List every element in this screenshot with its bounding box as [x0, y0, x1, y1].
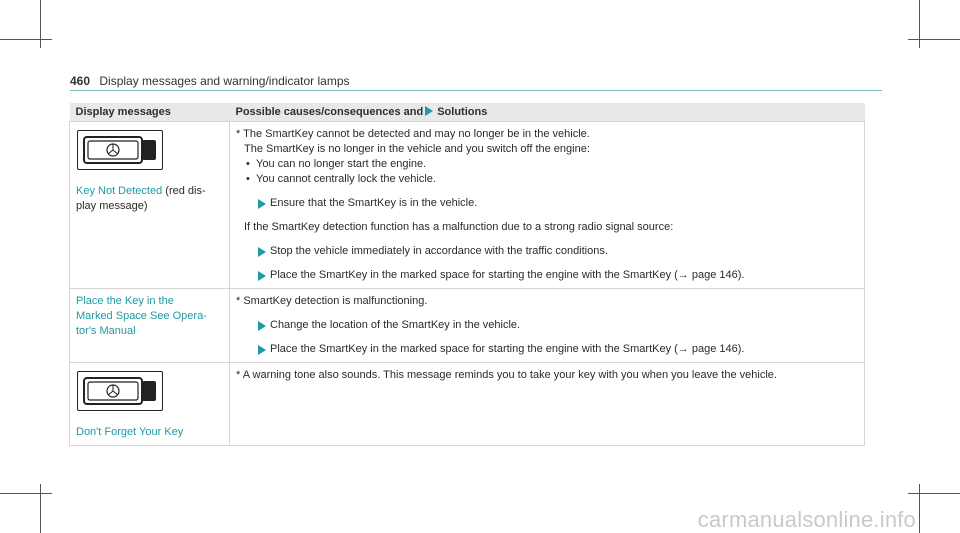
- table-row: [70, 363, 865, 446]
- action-text: Change the location of the SmartKey in the vehicle.: [270, 319, 521, 331]
- display-message-cell: [70, 363, 230, 446]
- table-row: [70, 122, 865, 289]
- arrow-icon: [258, 345, 266, 355]
- message-name: Place the Key in the: [76, 295, 174, 307]
- text-line: * The SmartKey cannot be detected and may no longer be in the vehicle.: [236, 128, 590, 140]
- arrow-icon: [258, 199, 266, 209]
- display-message-cell: [70, 289, 230, 363]
- crop-mark: [40, 0, 41, 48]
- display-message-cell: [70, 122, 230, 289]
- col-header-solutions-text: Solutions: [437, 106, 488, 118]
- message-name: Don't Forget Your Key: [76, 426, 184, 438]
- message-name: Marked Space See Opera-: [76, 310, 207, 322]
- crop-mark: [908, 493, 960, 494]
- action-text: Stop the vehicle immediately in accordance with the traffic conditions.: [270, 245, 608, 257]
- solution-cell: [230, 122, 865, 289]
- message-note-cont: play message): [76, 200, 148, 212]
- crop-mark: [0, 39, 52, 40]
- crop-mark: [0, 493, 52, 494]
- watermark: carmanualsonline.info: [697, 507, 916, 532]
- bullet-item: • You can no longer start the engine.: [236, 157, 858, 172]
- solution-cell: [230, 363, 865, 446]
- table-row: [70, 289, 865, 363]
- arrow-icon: [425, 106, 433, 116]
- crop-mark: [919, 0, 920, 48]
- action-text: Place the SmartKey in the marked space for starting the engine with the SmartKey (→ page 146).: [270, 343, 745, 355]
- arrow-icon: [258, 321, 266, 331]
- action-item: [236, 196, 858, 211]
- text-line: The SmartKey is no longer in the vehicle and you switch off the engine:: [244, 143, 590, 155]
- table-header-row: [70, 103, 865, 122]
- crop-mark: [919, 484, 920, 533]
- text-line: * SmartKey detection is malfunctioning.: [236, 295, 428, 307]
- col-header-causes-text: Possible causes/consequences and: [235, 106, 424, 118]
- action-item: [236, 318, 858, 333]
- page-header: [70, 74, 350, 88]
- text-line: * A warning tone also sounds. This message reminds you to take your key with you when you leave the vehicle.: [236, 369, 777, 381]
- messages-table: [69, 103, 865, 446]
- page-number: 460: [70, 74, 91, 88]
- header-rule: [70, 90, 882, 91]
- action-item: [236, 342, 858, 357]
- solution-cell: [230, 289, 865, 363]
- message-note: (red dis-: [165, 185, 206, 197]
- col-header-causes: [230, 103, 865, 122]
- action-text: Ensure that the SmartKey is in the vehicle.: [270, 197, 478, 209]
- bullet-item: • You cannot centrally lock the vehicle.: [236, 172, 858, 187]
- col-header-display-messages: Display messages: [70, 103, 230, 122]
- action-text: Place the SmartKey in the marked space for starting the engine with the SmartKey (→ page 146).: [270, 269, 745, 281]
- action-item: [236, 268, 858, 283]
- crop-mark: [40, 484, 41, 533]
- text-line: If the SmartKey detection function has a malfunction due to a strong radio signal source:: [244, 221, 674, 233]
- message-name: tor's Manual: [76, 325, 136, 337]
- message-name: Key Not Detected: [76, 185, 163, 197]
- smartkey-icon: [77, 371, 163, 411]
- crop-mark: [908, 39, 960, 40]
- section-title: Display messages and warning/indicator lamps: [99, 74, 350, 88]
- arrow-icon: [258, 271, 266, 281]
- arrow-icon: [258, 247, 266, 257]
- action-item: [236, 244, 858, 259]
- smartkey-icon: [77, 130, 163, 170]
